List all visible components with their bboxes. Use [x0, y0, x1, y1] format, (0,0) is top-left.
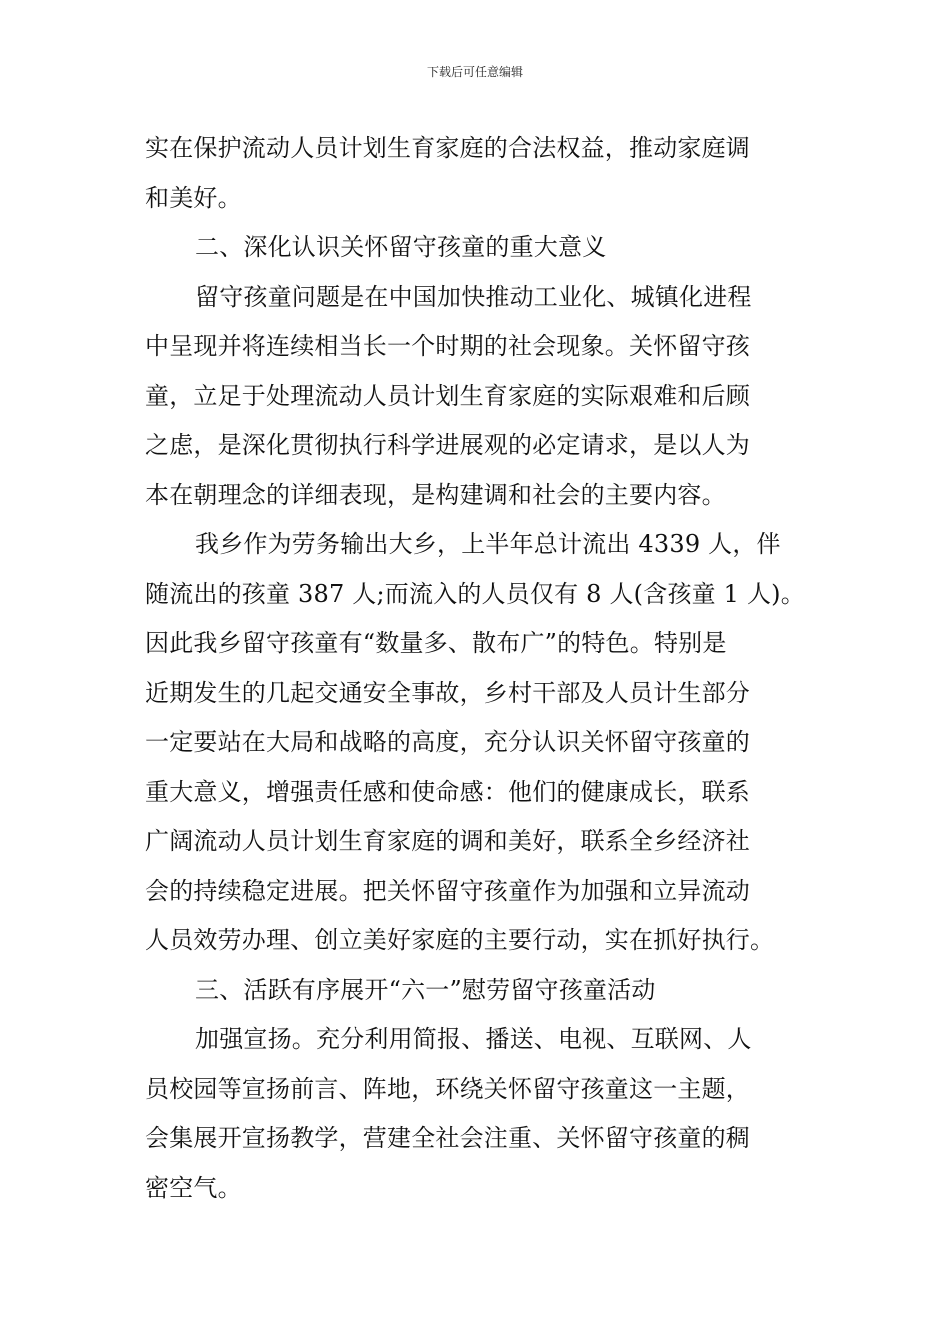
- text-line: 近期发生的几起交通安全事故，乡村干部及人员计生部分: [145, 678, 750, 707]
- page-header: 下载后可任意编辑: [426, 65, 523, 79]
- text-line: 之虑，是深化贯彻执行科学进展观的必定请求，是以人为: [145, 431, 750, 459]
- text-line: 因此我乡留守孩童有“数量多、散布广”的特色。特别是: [145, 629, 727, 657]
- text-line: 广阔流动人员计划生育家庭的调和美好，联系全乡经济社: [145, 827, 750, 855]
- text-line: 会的持续稳定进展。把关怀留守孩童作为加强和立异流动: [145, 876, 750, 905]
- text-line: 中呈现并将连续相当长一个时期的社会现象。关怀留守孩: [145, 332, 750, 360]
- text-line: 会集展开宣扬教学，营建全社会注重、关怀留守孩童的稠: [145, 1124, 750, 1152]
- text-line: 一定要站在大局和战略的高度，充分认识关怀留守孩童的: [145, 728, 750, 756]
- section-heading: 三、活跃有序展开“六一”慰劳留守孩童活动: [195, 975, 656, 1004]
- text-line: 和美好。: [145, 183, 242, 212]
- text-line: 留守孩童问题是在中国加快推动工业化、城镇化进程: [195, 282, 752, 311]
- text-line: 本在朝理念的详细表现，是构建调和社会的主要内容。: [145, 480, 726, 509]
- text-line: 我乡作为劳务输出大乡，上半年总计流出 4339 人，伴: [195, 530, 781, 558]
- text-line: 人员效劳办理、创立美好家庭的主要行动，实在抓好执行。: [145, 926, 775, 954]
- text-line: 实在保护流动人员计划生育家庭的合法权益，推动家庭调: [145, 134, 750, 162]
- document-body: [145, 124, 813, 1213]
- text-line: 随流出的孩童 387 人;而流入的人员仅有 8 人(含孩童 1 人)。: [145, 579, 805, 608]
- section-heading: 二、深化认识关怀留守孩童的重大意义: [195, 233, 607, 261]
- text-line: 童，立足于处理流动人员计划生育家庭的实际艰难和后顾: [145, 381, 750, 410]
- text-line: 员校园等宣扬前言、阵地，环绕关怀留守孩童这一主题，: [145, 1074, 750, 1103]
- text-line: 重大意义，增强责任感和使命感：他们的健康成长，联系: [145, 777, 750, 806]
- text-line: 加强宣扬。充分利用简报、播送、电视、互联网、人: [195, 1025, 752, 1053]
- text-line: 密空气。: [145, 1173, 242, 1202]
